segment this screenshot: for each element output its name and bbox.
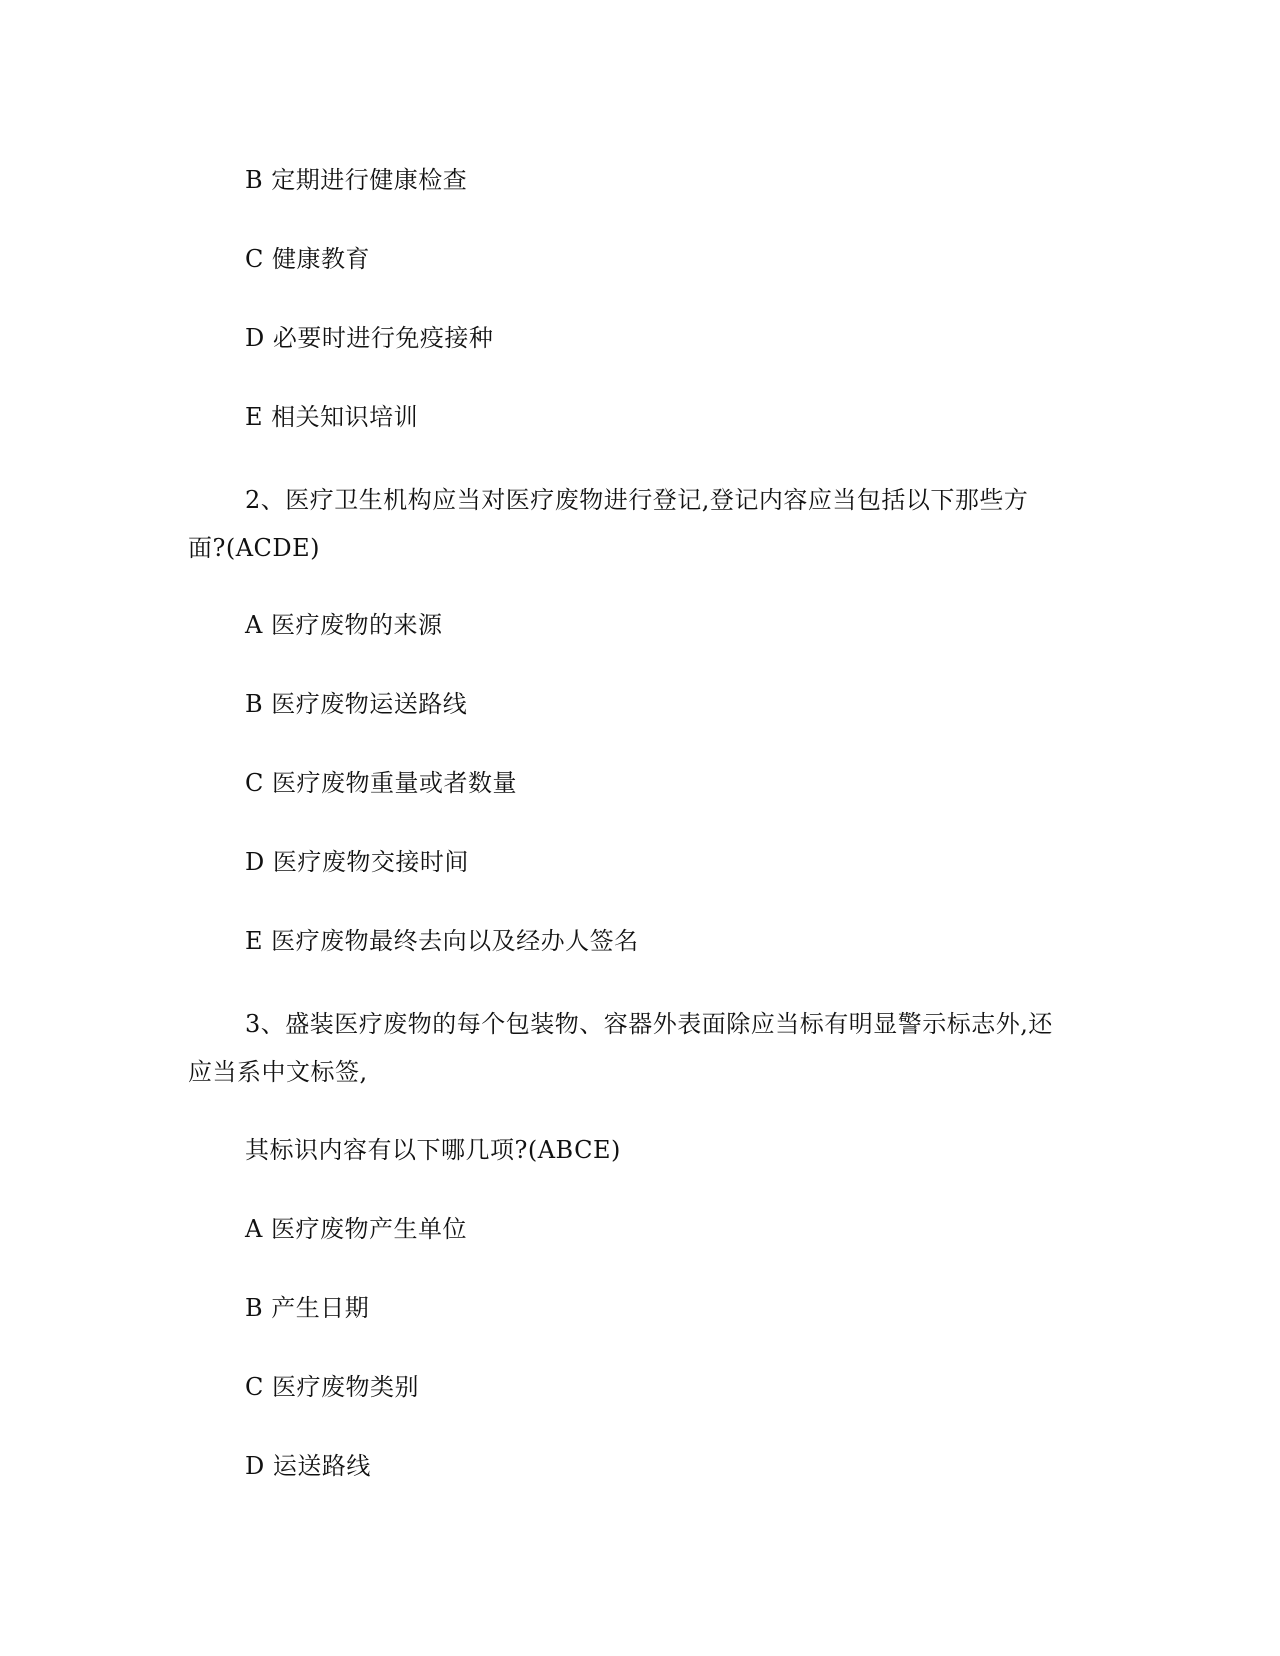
option-b-transport-route: B 医疗废物运送路线 bbox=[245, 690, 468, 718]
question-3-text: 3、盛装医疗废物的每个包装物、容器外表面除应当标有明显警示标志外,还 bbox=[245, 1010, 1053, 1038]
question-3-continuation: 应当系中文标签, bbox=[188, 1058, 368, 1086]
question-2-text: 2、医疗卫生机构应当对医疗废物进行登记,登记内容应当包括以下那些方 bbox=[245, 486, 1029, 514]
option-a-producing-unit: A 医疗废物产生单位 bbox=[245, 1215, 467, 1243]
option-e-training: E 相关知识培训 bbox=[245, 403, 419, 431]
option-c-waste-category: C 医疗废物类别 bbox=[245, 1373, 419, 1401]
option-d-immunization: D 必要时进行免疫接种 bbox=[245, 324, 494, 352]
option-a-waste-source: A 医疗废物的来源 bbox=[245, 611, 443, 639]
option-c-health-education: C 健康教育 bbox=[245, 245, 370, 273]
option-d-handover-time: D 医疗废物交接时间 bbox=[245, 848, 469, 876]
option-d-route: D 运送路线 bbox=[245, 1452, 371, 1480]
option-b-health-check: B 定期进行健康检查 bbox=[245, 166, 468, 194]
question-3-subtext: 其标识内容有以下哪几项?(ABCE) bbox=[245, 1136, 621, 1164]
question-2-continuation: 面?(ACDE) bbox=[188, 534, 321, 562]
option-e-final-destination: E 医疗废物最终去向以及经办人签名 bbox=[245, 927, 639, 955]
option-b-production-date: B 产生日期 bbox=[245, 1294, 370, 1322]
option-c-weight-quantity: C 医疗废物重量或者数量 bbox=[245, 769, 517, 797]
